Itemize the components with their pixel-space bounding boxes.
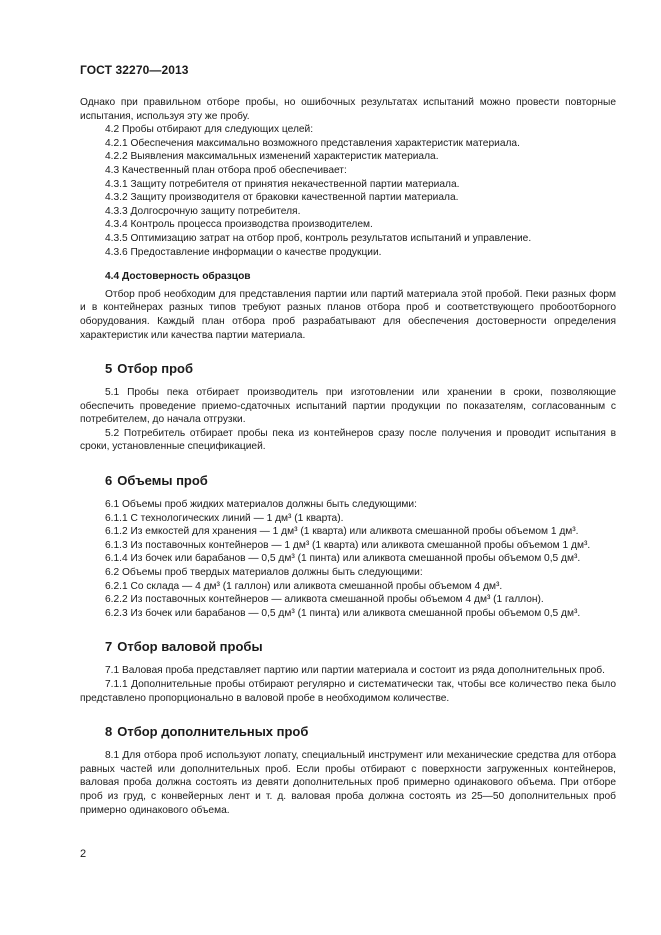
list-item: 4.3.4 Контроль процесса производства производителем.: [105, 219, 373, 231]
paragraph: 6.1.3 Из поставочных контейнеров — 1 дм³ (1 кварта) или аликвота смешанной пробы объемом 1 дм³.: [105, 539, 591, 551]
section-heading-7: [80, 639, 616, 655]
paragraph: 6.1.4 Из бочек или барабанов — 0,5 дм³ (1 пинта) или аликвота смешанной пробы объемом 0,5 дм³.: [105, 553, 581, 565]
document-header: ГОСТ 32270—2013: [80, 63, 189, 77]
section-title: Объемы проб: [117, 473, 208, 489]
section-heading-8: [80, 724, 616, 740]
list-item: 4.3.6 Предоставление информации о качестве продукции.: [105, 246, 382, 258]
section-number: 7: [105, 639, 113, 655]
page-number: 2: [80, 848, 87, 860]
section-number: 5: [105, 361, 113, 377]
paragraph: 6.1 Объемы проб жидких материалов должны быть следующими:: [105, 499, 417, 511]
subsection-title-4-4: 4.4 Достоверность образцов: [105, 271, 251, 283]
section-title: Отбор валовой пробы: [117, 639, 263, 655]
paragraph: 6.2.1 Со склада — 4 дм³ (1 галлон) или аликвота смешанной пробы объемом 4 дм³.: [105, 580, 503, 592]
document-body: [80, 96, 616, 817]
list-item: 4.3 Качественный план отбора проб обеспечивает:: [105, 164, 347, 176]
section-number: 8: [105, 724, 113, 740]
paragraph: 6.2.3 Из бочек или барабанов — 0,5 дм³ (1 пинта) или аликвота смешанной пробы объемом 0,5 дм³.: [105, 607, 581, 619]
paragraph: 7.1.1 Дополнительные пробы отбирают регулярно и систематически так, чтобы все количество пека было представлено пропорционально в валовой пробе в необходимом количестве.: [80, 679, 616, 704]
paragraph: 5.2 Потребитель отбирает пробы пека из контейнеров сразу после получения и проводит испытания в сроки, установленные спецификацией.: [80, 427, 616, 453]
section-title: Отбор дополнительных проб: [117, 724, 309, 740]
list-item: 4.3.1 Защиту потребителя от принятия некачественной партии материала.: [105, 178, 460, 190]
section-title: Отбор проб: [117, 361, 193, 377]
list-item: 4.3.2 Защиту производителя от браковки качественной партии материала.: [105, 192, 459, 204]
paragraph: 6.1.1 С технологических линий — 1 дм³ (1 кварта).: [105, 512, 344, 524]
list-item: 4.3.3 Долгосрочную защиту потребителя.: [105, 205, 301, 217]
paragraph: 7.1 Валовая проба представляет партию или партии материала и состоит из ряда дополнительных проб.: [105, 665, 605, 677]
paragraph: 6.2.2 Из поставочных контейнеров — аликвота смешанной пробы объемом 4 дм³ (1 галлон).: [105, 594, 544, 606]
list-section-4: [80, 123, 616, 259]
paragraph: 6.2 Объемы проб твердых материалов должны быть следующими:: [105, 567, 423, 579]
paragraph: 6.1.2 Из емкостей для хранения — 1 дм³ (1 кварта) или аликвота смешанной пробы объемом 1 дм³.: [105, 526, 579, 538]
list-item: 4.2.1 Обеспечения максимально возможного представления характеристик материала.: [105, 137, 520, 149]
list-item: 4.2.2 Выявления максимальных изменений характеристик материала.: [105, 151, 439, 163]
section-heading-6: [80, 473, 616, 489]
paragraph: 5.1 Пробы пека отбирает производитель при изготовлении или хранении в сроки, позволяющие обеспечить проведение приемо-сдаточных испытаний партии продукции по показателям, согласованным с потребителем, до начала отгрузки.: [80, 387, 616, 426]
section-number: 6: [105, 473, 113, 489]
list-item: 4.3.5 Оптимизацию затрат на отбор проб, контроль результатов испытаний и управление.: [105, 232, 532, 244]
list-item: 4.2 Пробы отбирают для следующих целей:: [105, 124, 314, 136]
intro-paragraph: Однако при правильном отборе пробы, но ошибочных результатах испытаний можно провести повторные испытания, используя эту же пробу.: [80, 97, 616, 122]
section-heading-5: [80, 361, 616, 377]
paragraph: Отбор проб необходим для представления партии или партий материала этой пробой. Пеки разных форм и в контейнерах разных типов требуют разных планов отбора проб и соответствующего пробоотборного оборудования. Каждый план отбора проб разрабатывают для обеспечения достоверности определения характеристик или качества партии материала.: [80, 288, 616, 341]
paragraph: 8.1 Для отбора проб используют лопату, специальный инструмент или механические средства для отбора равных частей или дополнительных проб. Если пробы отбирают с поверхности загруженных контейнеров, валовая проба должна состоять из девяти дополнительных проб примерно одинакового объема. При отборе проб из груд, с конвейерных лент и т. д. валовая проба должна состоять из 25—50 дополнительных проб примерно одинакового объема.: [80, 750, 616, 816]
